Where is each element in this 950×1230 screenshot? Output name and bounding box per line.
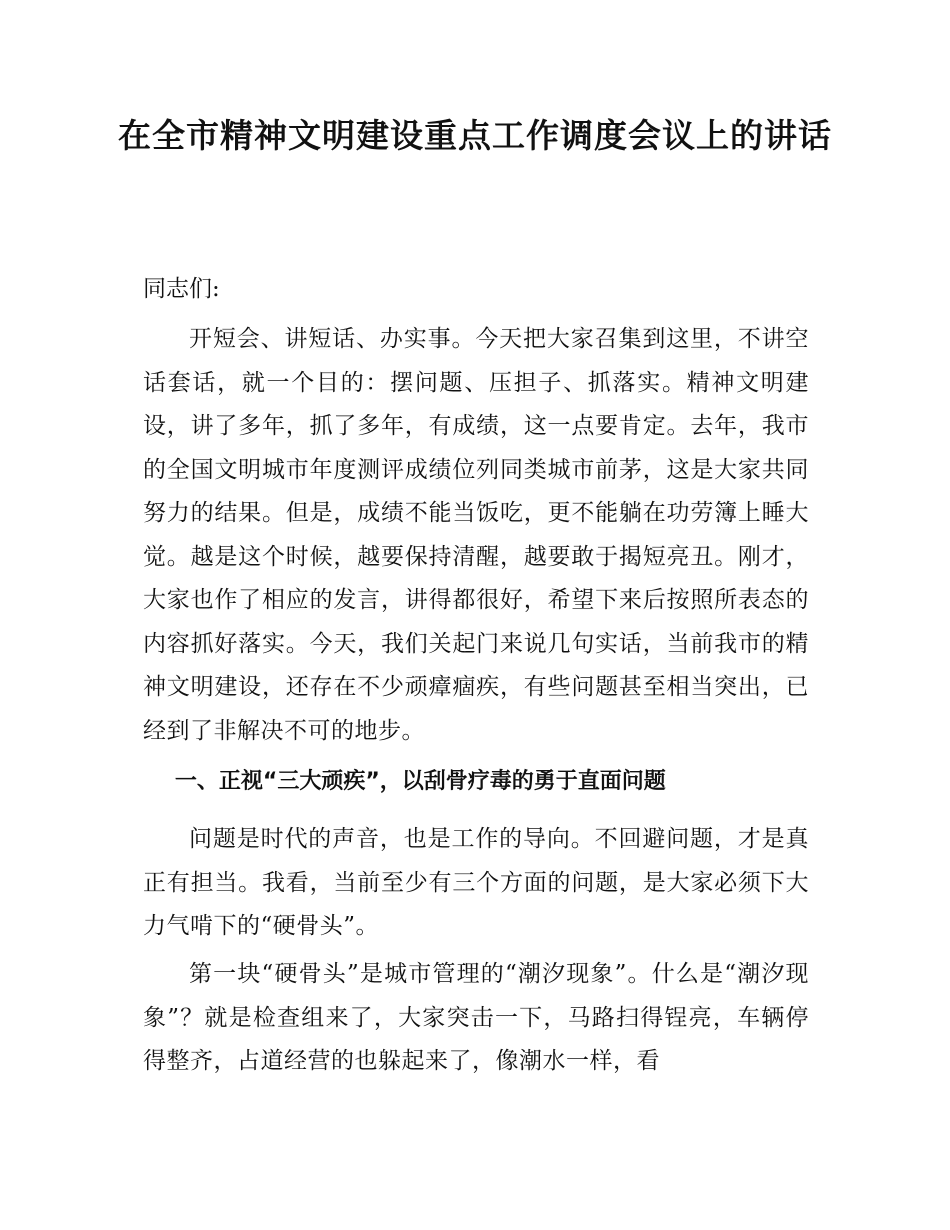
body-paragraph: 问题是时代的声音，也是工作的导向。不回避问题，才是真正有担当。我看，当前至少有三个方面的问题，是大家必须下大力气啃下的“硬骨头”。 bbox=[143, 826, 809, 939]
section-heading: 一、正视“三大顽疾”，以刮骨疗毒的勇于直面问题 bbox=[174, 769, 666, 794]
document-title: 在全市精神文明建设重点工作调度会议上的讲话 bbox=[118, 116, 832, 155]
body-paragraph: 第一块“硬骨头”是城市管理的“潮汐现象”。什么是“潮汐现象”？就是检查组来了，大家突击一下，马路扫得锃亮，车辆停得整齐，占道经营的也躲起来了，像潮水一样，看 bbox=[143, 961, 809, 1074]
salutation: 同志们: bbox=[143, 276, 220, 302]
body-paragraph: 开短会、讲短话、办实事。今天把大家召集到这里，不讲空话套话，就一个目的：摆问题、压担子、抓落实。精神文明建设，讲了多年，抓了多年，有成绩，这一点要肯定。去年，我市的全国文明城市年度测评成绩位列同类城市前茅，这是大家共同努力的结果。但是，成绩不能当饭吃，更不能躺在功劳簿上睡大觉。越是这个时候，越要保持清醒，越要敢于揭短亮丑。刚才，大家也作了相应的发言，讲得都很好，希望下来后按照所表态的内容抓好落实。今天，我们关起门来说几句实话，当前我市的精神文明建设，还存在不少顽瘴痼疾，有些问题甚至相当突出，已经到了非解决不可的地步。 bbox=[143, 326, 809, 744]
